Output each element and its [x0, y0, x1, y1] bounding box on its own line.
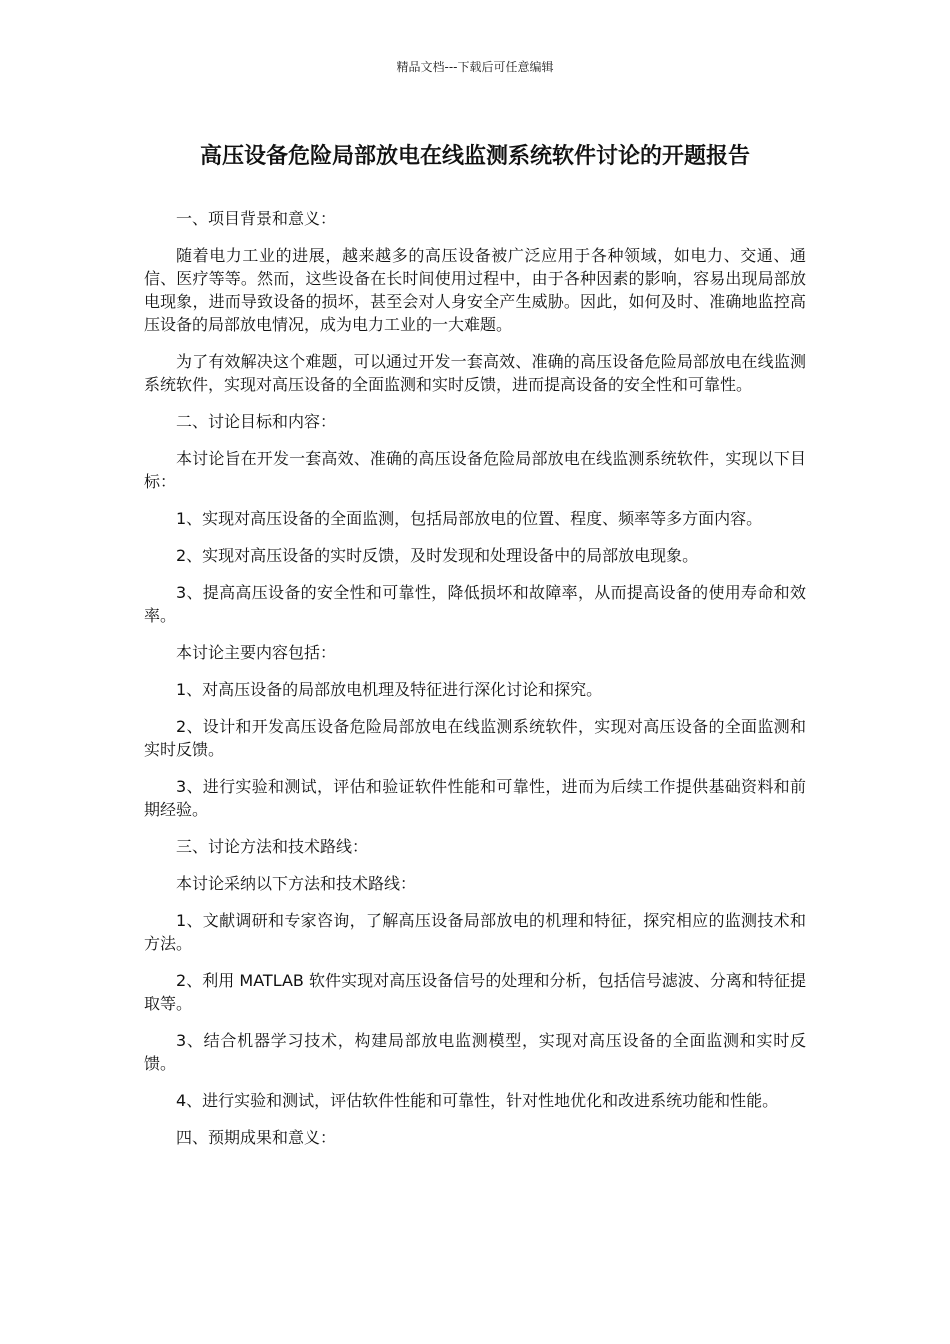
page-header-note: 精品文档---下载后可任意编辑 — [396, 60, 554, 74]
content-item-1: 1、对高压设备的局部放电机理及特征进行深化讨论和探究。 — [176, 680, 603, 699]
section-heading-outcomes: 四、预期成果和意义： — [176, 1128, 337, 1147]
method-item-2: 2、利用 MATLAB 软件实现对高压设备信号的处理和分析，包括信号滤波、分离和特征提取等。 — [144, 971, 806, 1013]
method-item-4: 4、进行实验和测试，评估软件性能和可靠性，针对性地优化和改进系统功能和性能。 — [176, 1091, 779, 1110]
paragraph-goals-intro: 本讨论旨在开发一套高效、准确的高压设备危险局部放电在线监测系统软件，实现以下目标： — [144, 449, 806, 491]
content-item-3: 3、进行实验和测试，评估和验证软件性能和可靠性，进而为后续工作提供基础资料和前期经验。 — [144, 777, 806, 819]
paragraph-content-intro: 本讨论主要内容包括： — [176, 643, 337, 662]
paragraph-background: 随着电力工业的进展，越来越多的高压设备被广泛应用于各种领域，如电力、交通、通信、医疗等等。然而，这些设备在长时间使用过程中，由于各种因素的影响，容易出现局部放电现象，进而导致设备的损坏，甚至会对人身安全产生威胁。因此，如何及时、准确地监控高压设备的局部放电情况，成为电力工业的一大难题。 — [144, 246, 806, 334]
section-heading-goals: 二、讨论目标和内容： — [176, 412, 337, 431]
paragraph-methods-intro: 本讨论采纳以下方法和技术路线： — [176, 874, 417, 893]
document-title: 高压设备危险局部放电在线监测系统软件讨论的开题报告 — [199, 144, 750, 169]
paragraph-solution: 为了有效解决这个难题，可以通过开发一套高效、准确的高压设备危险局部放电在线监测系统软件，实现对高压设备的全面监测和实时反馈，进而提高设备的安全性和可靠性。 — [144, 352, 806, 394]
method-item-3: 3、结合机器学习技术，构建局部放电监测模型，实现对高压设备的全面监测和实时反馈。 — [144, 1031, 806, 1073]
section-heading-background: 一、项目背景和意义： — [176, 209, 337, 228]
goal-item-1: 1、实现对高压设备的全面监测，包括局部放电的位置、程度、频率等多方面内容。 — [176, 509, 763, 528]
goal-item-3: 3、提高高压设备的安全性和可靠性，降低损坏和故障率，从而提高设备的使用寿命和效率。 — [144, 583, 806, 625]
content-item-2: 2、设计和开发高压设备危险局部放电在线监测系统软件，实现对高压设备的全面监测和实时反馈。 — [144, 717, 806, 759]
method-item-1: 1、文献调研和专家咨询，了解高压设备局部放电的机理和特征，探究相应的监测技术和方法。 — [144, 911, 806, 953]
goal-item-2: 2、实现对高压设备的实时反馈，及时发现和处理设备中的局部放电现象。 — [176, 546, 699, 565]
document-body — [144, 207, 806, 1163]
section-heading-methods: 三、讨论方法和技术路线： — [176, 837, 369, 856]
